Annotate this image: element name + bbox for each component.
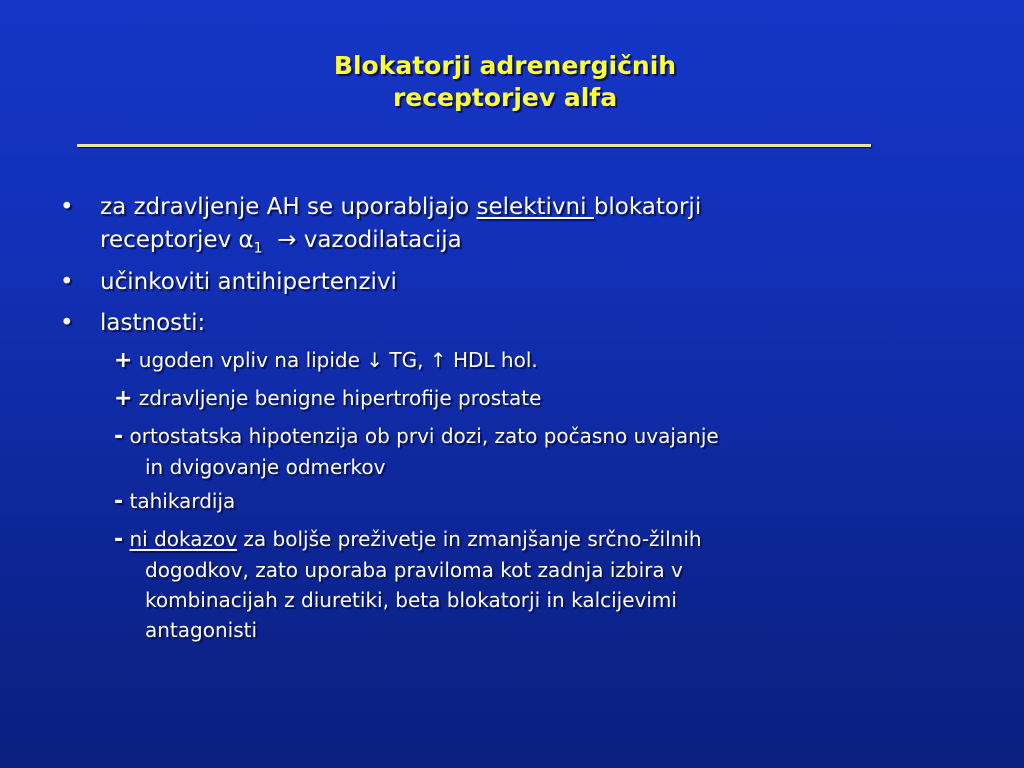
right-arrow-icon: → bbox=[277, 227, 297, 253]
receptor-text: receptorjev α bbox=[100, 227, 254, 253]
bullet-dot-icon: • bbox=[60, 310, 74, 336]
subscript-1: 1 bbox=[253, 240, 263, 257]
selektivni-underlined: selektivni bbox=[476, 194, 594, 220]
bullet-dot-icon: • bbox=[60, 269, 74, 295]
property-1-tg: TG, bbox=[383, 348, 430, 372]
property-1-text: ugoden vpliv na lipide bbox=[138, 348, 367, 372]
property-5-line-3: kombinacijah z diuretiki, beta blokatorji in kalcijevimi bbox=[145, 588, 677, 612]
bullet-1-text-end: blokatorji bbox=[593, 194, 702, 220]
property-item-5 bbox=[114, 524, 914, 645]
slide-title bbox=[0, 50, 1010, 114]
property-5-line-2: dogodkov, zato uporaba praviloma kot zadnja izbira v bbox=[145, 558, 683, 582]
plus-icon: + bbox=[114, 386, 133, 411]
property-1-hdl: HDL hol. bbox=[446, 348, 538, 372]
bullet-1-line-2 bbox=[100, 224, 920, 257]
minus-icon: - bbox=[114, 424, 124, 449]
up-arrow-icon: ↑ bbox=[429, 348, 447, 372]
property-5-line-4: antagonisti bbox=[145, 618, 258, 642]
down-arrow-icon: ↓ bbox=[366, 348, 384, 372]
property-5-line-1: za boljše preživetje in zmanjšanje srčno-žilnih bbox=[237, 527, 702, 551]
title-divider bbox=[77, 144, 871, 147]
vazodilatacija-text: vazodilatacija bbox=[296, 227, 462, 253]
ni-dokazov-underlined: ni dokazov bbox=[129, 527, 238, 551]
property-3-line-2: in dvigovanje odmerkov bbox=[145, 455, 386, 479]
bullet-1-line-1 bbox=[100, 191, 920, 224]
bullet-3-text: lastnosti: bbox=[100, 310, 206, 336]
minus-icon: - bbox=[114, 489, 124, 514]
plus-icon: + bbox=[114, 348, 133, 373]
title-line-1: Blokatorji adrenergičnih bbox=[333, 51, 677, 80]
property-4-text: tahikardija bbox=[129, 489, 236, 513]
minus-icon: - bbox=[114, 527, 124, 552]
property-2-text: zdravljenje benigne hipertrofije prostate bbox=[138, 386, 542, 410]
bullet-1-text: za zdravljenje AH se uporabljajo bbox=[100, 194, 477, 220]
property-item-2 bbox=[114, 383, 914, 414]
property-3-line-1: ortostatska hipotenzija ob prvi dozi, zato počasno uvajanje bbox=[129, 424, 719, 448]
property-item-3 bbox=[114, 421, 914, 482]
bullet-dot-icon: • bbox=[60, 194, 74, 220]
property-item-1 bbox=[114, 345, 914, 376]
title-line-2: receptorjev alfa bbox=[392, 83, 618, 112]
bullet-2-text: učinkoviti antihipertenzivi bbox=[100, 269, 397, 295]
property-item-4 bbox=[114, 486, 914, 517]
